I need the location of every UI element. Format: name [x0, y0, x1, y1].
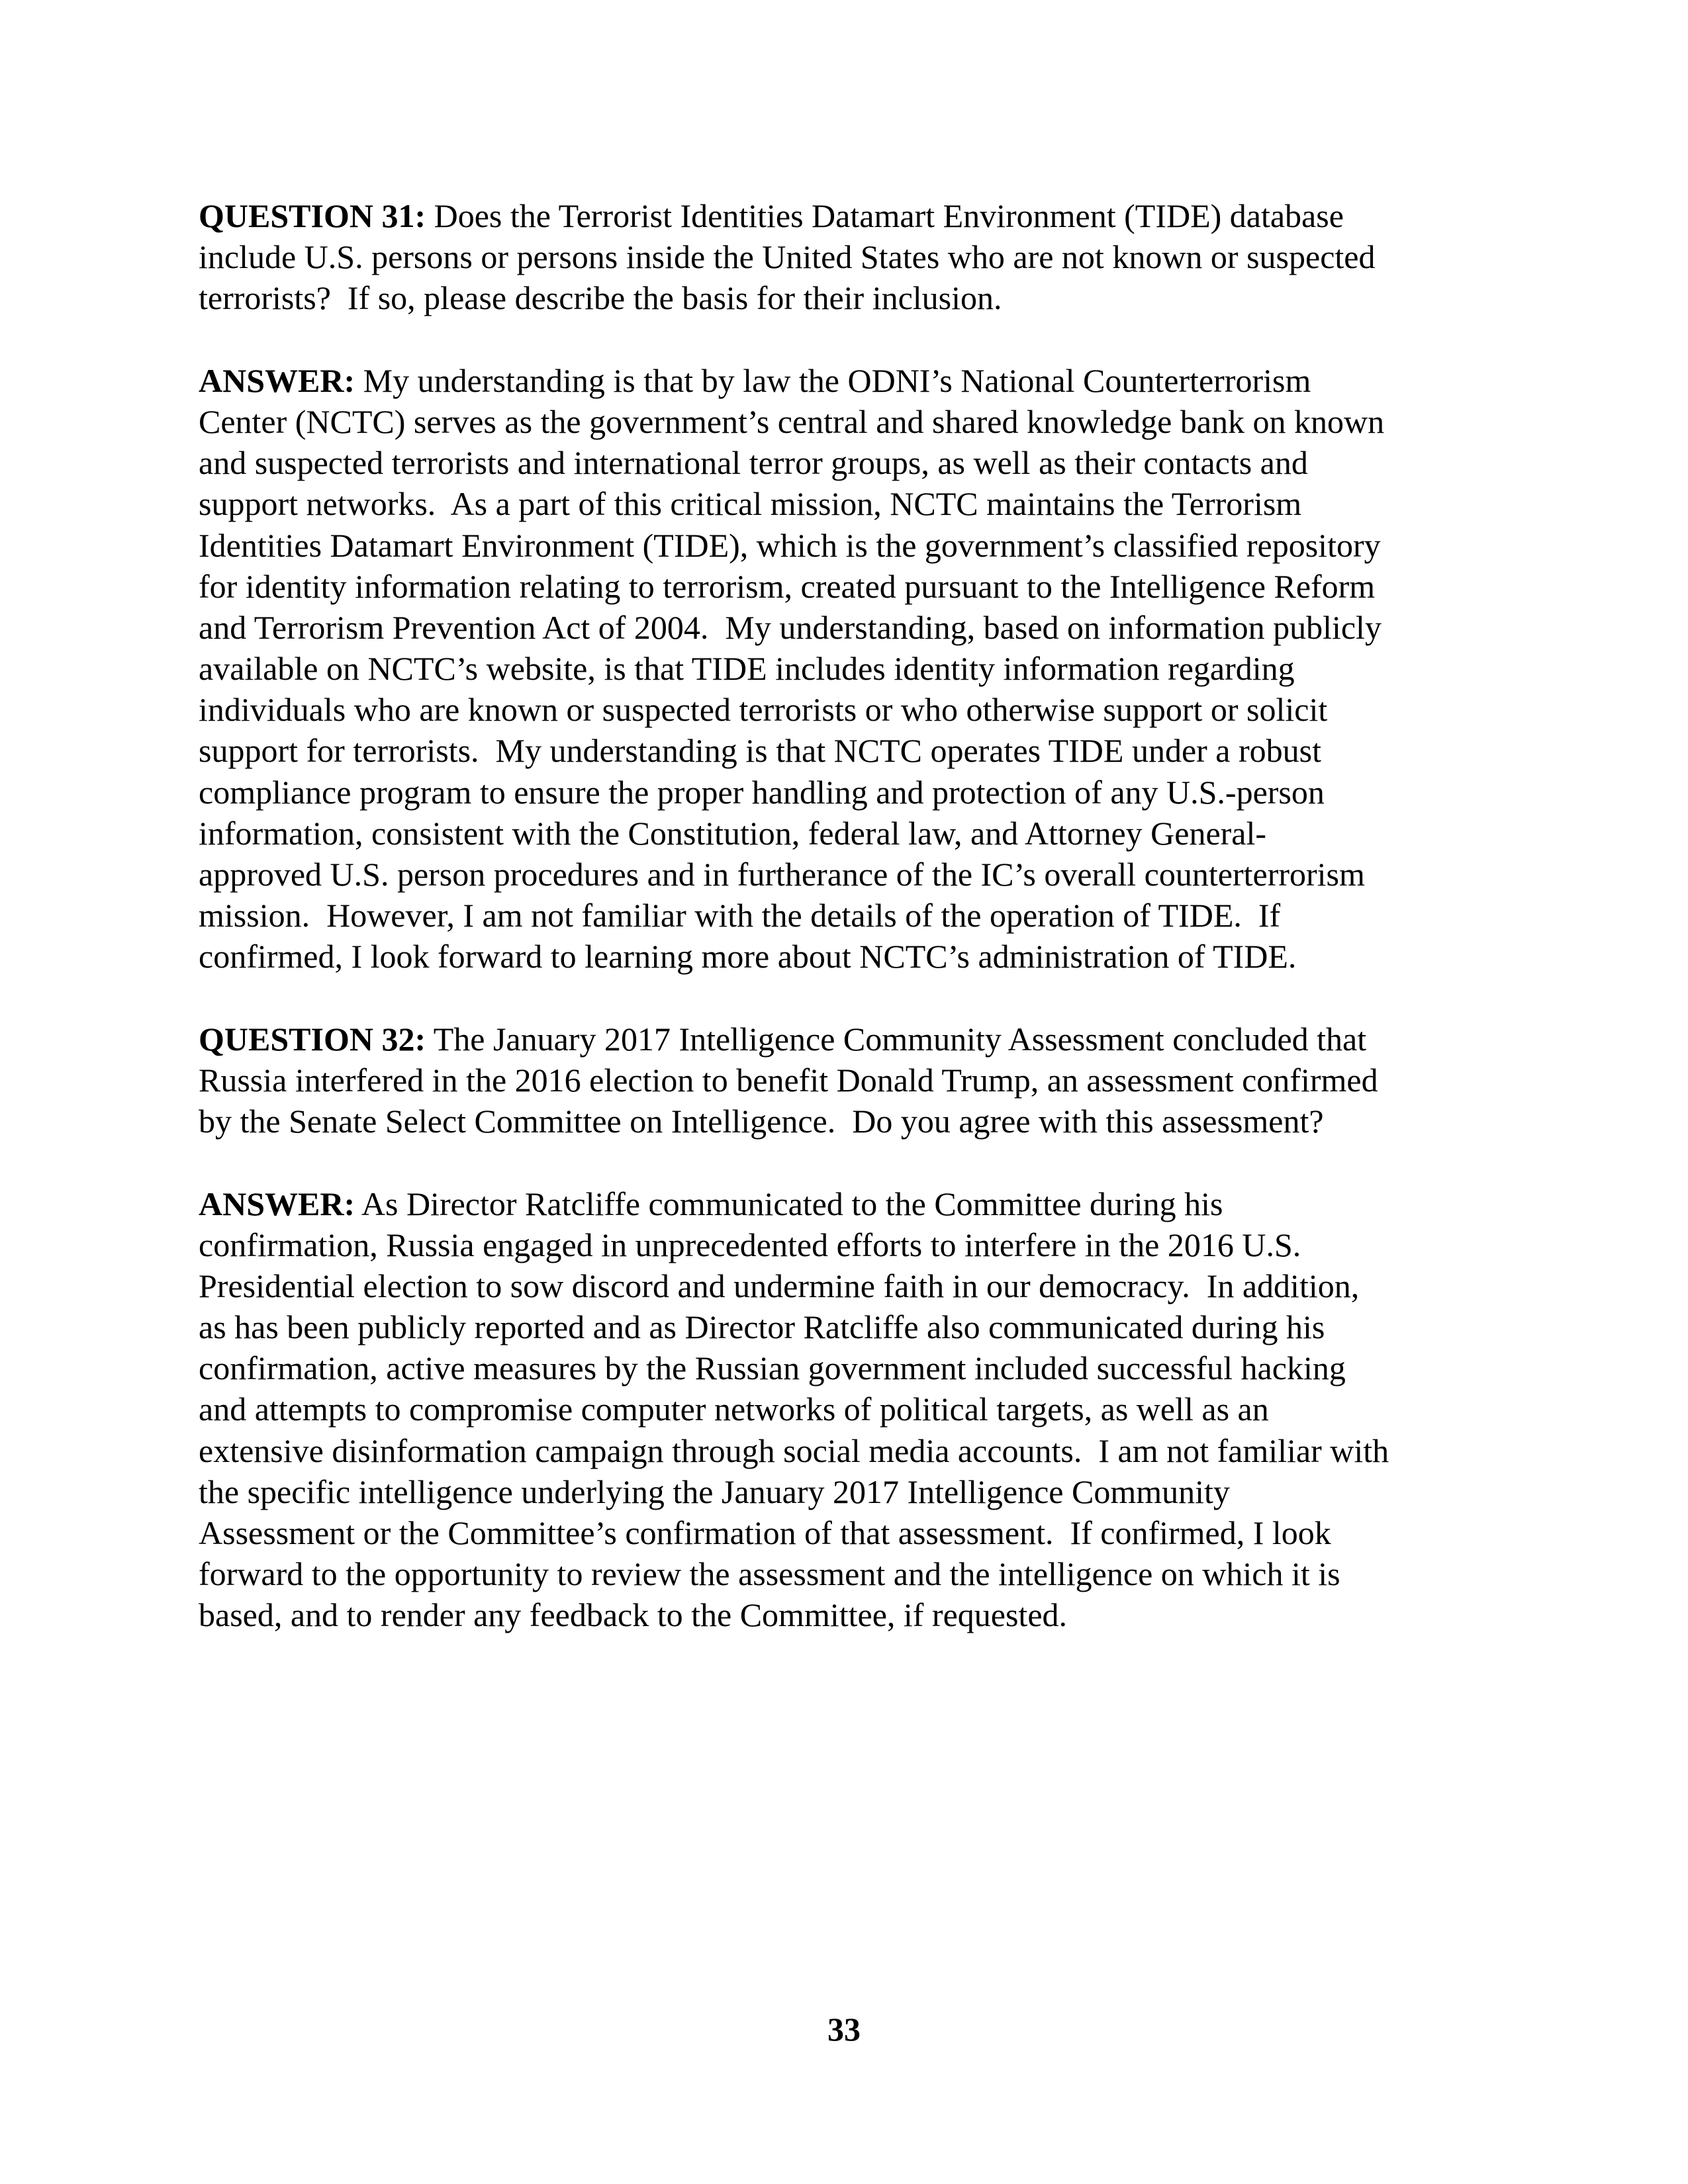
answer-line: extensive disinformation campaign through social media accounts. I am not familiar with — [199, 1432, 1389, 1469]
answer-text: My understanding is that by law the ODNI’s National Counterterrorism — [355, 361, 1311, 399]
answer-label: ANSWER: — [199, 361, 355, 399]
question-line: by the Senate Select Committee on Intelligence. Do you agree with this assessment? — [199, 1103, 1324, 1140]
answer-32 — [199, 1183, 1496, 1636]
answer-line: forward to the opportunity to review the assessment and the intelligence on which it is — [199, 1555, 1340, 1593]
answer-label: ANSWER: — [199, 1185, 355, 1222]
answer-line: individuals who are known or suspected terrorists or who otherwise support or solicit — [199, 691, 1328, 729]
answer-text: As Director Ratcliffe communicated to the Committee during his — [355, 1185, 1223, 1222]
answer-line: confirmation, Russia engaged in unprecedented efforts to interfere in the 2016 U.S. — [199, 1226, 1301, 1263]
answer-line: confirmation, active measures by the Russian government included successful hacking — [199, 1349, 1346, 1387]
question-line: terrorists? If so, please describe the basis for their inclusion. — [199, 279, 1002, 317]
text-column — [199, 195, 1496, 1677]
question-31 — [199, 195, 1496, 319]
question-text: The January 2017 Intelligence Community Assessment concluded that — [426, 1020, 1367, 1058]
question-line: include U.S. persons or persons inside the United States who are not known or suspected — [199, 238, 1376, 276]
answer-line: information, consistent with the Constitution, federal law, and Attorney General- — [199, 814, 1267, 852]
question-32 — [199, 1019, 1496, 1142]
answer-line: support networks. As a part of this critical mission, NCTC maintains the Terrorism — [199, 485, 1302, 523]
answer-line: the specific intelligence underlying the January 2017 Intelligence Community — [199, 1473, 1230, 1510]
answer-line: for identity information relating to terrorism, created pursuant to the Intelligence Reform — [199, 567, 1376, 605]
answer-line: Assessment or the Committee’s confirmation of that assessment. If confirmed, I look — [199, 1514, 1331, 1551]
answer-line: Presidential election to sow discord and undermine faith in our democracy. In addition, — [199, 1267, 1360, 1304]
question-line — [199, 195, 1496, 236]
question-line: Russia interfered in the 2016 election to benefit Donald Trump, an assessment confirmed — [199, 1061, 1378, 1099]
answer-line: approved U.S. person procedures and in furtherance of the IC’s overall counterterrorism — [199, 856, 1365, 893]
answer-line: Identities Datamart Environment (TIDE), which is the government’s classified repository — [199, 526, 1381, 564]
answer-line — [199, 360, 1496, 401]
question-text: Does the Terrorist Identities Datamart Environment (TIDE) database — [426, 197, 1344, 234]
answer-line: as has been publicly reported and as Director Ratcliffe also communicated during his — [199, 1308, 1325, 1346]
answer-line: mission. However, I am not familiar with the details of the operation of TIDE. If — [199, 897, 1281, 934]
answer-line: and suspected terrorists and international terror groups, as well as their contacts and — [199, 444, 1308, 482]
answer-line: and attempts to compromise computer networks of political targets, as well as an — [199, 1390, 1269, 1428]
answer-line: available on NCTC’s website, is that TIDE includes identity information regarding — [199, 650, 1295, 688]
answer-line: confirmed, I look forward to learning more about NCTC’s administration of TIDE. — [199, 938, 1297, 976]
answer-line — [199, 1183, 1496, 1224]
answer-line: support for terrorists. My understanding is that NCTC operates TIDE under a robust — [199, 732, 1321, 770]
answer-line: compliance program to ensure the proper handling and protection of any U.S.-person — [199, 773, 1325, 811]
answer-line: and Terrorism Prevention Act of 2004. My understanding, based on information publicly — [199, 608, 1382, 646]
page-number: 33 — [827, 2011, 861, 2048]
question-label: QUESTION 31: — [199, 197, 426, 234]
question-line — [199, 1019, 1496, 1060]
question-label: QUESTION 32: — [199, 1020, 426, 1058]
answer-line: based, and to render any feedback to the Committee, if requested. — [199, 1596, 1068, 1634]
answer-line: Center (NCTC) serves as the government’s central and shared knowledge bank on known — [199, 402, 1385, 440]
answer-31 — [199, 360, 1496, 978]
